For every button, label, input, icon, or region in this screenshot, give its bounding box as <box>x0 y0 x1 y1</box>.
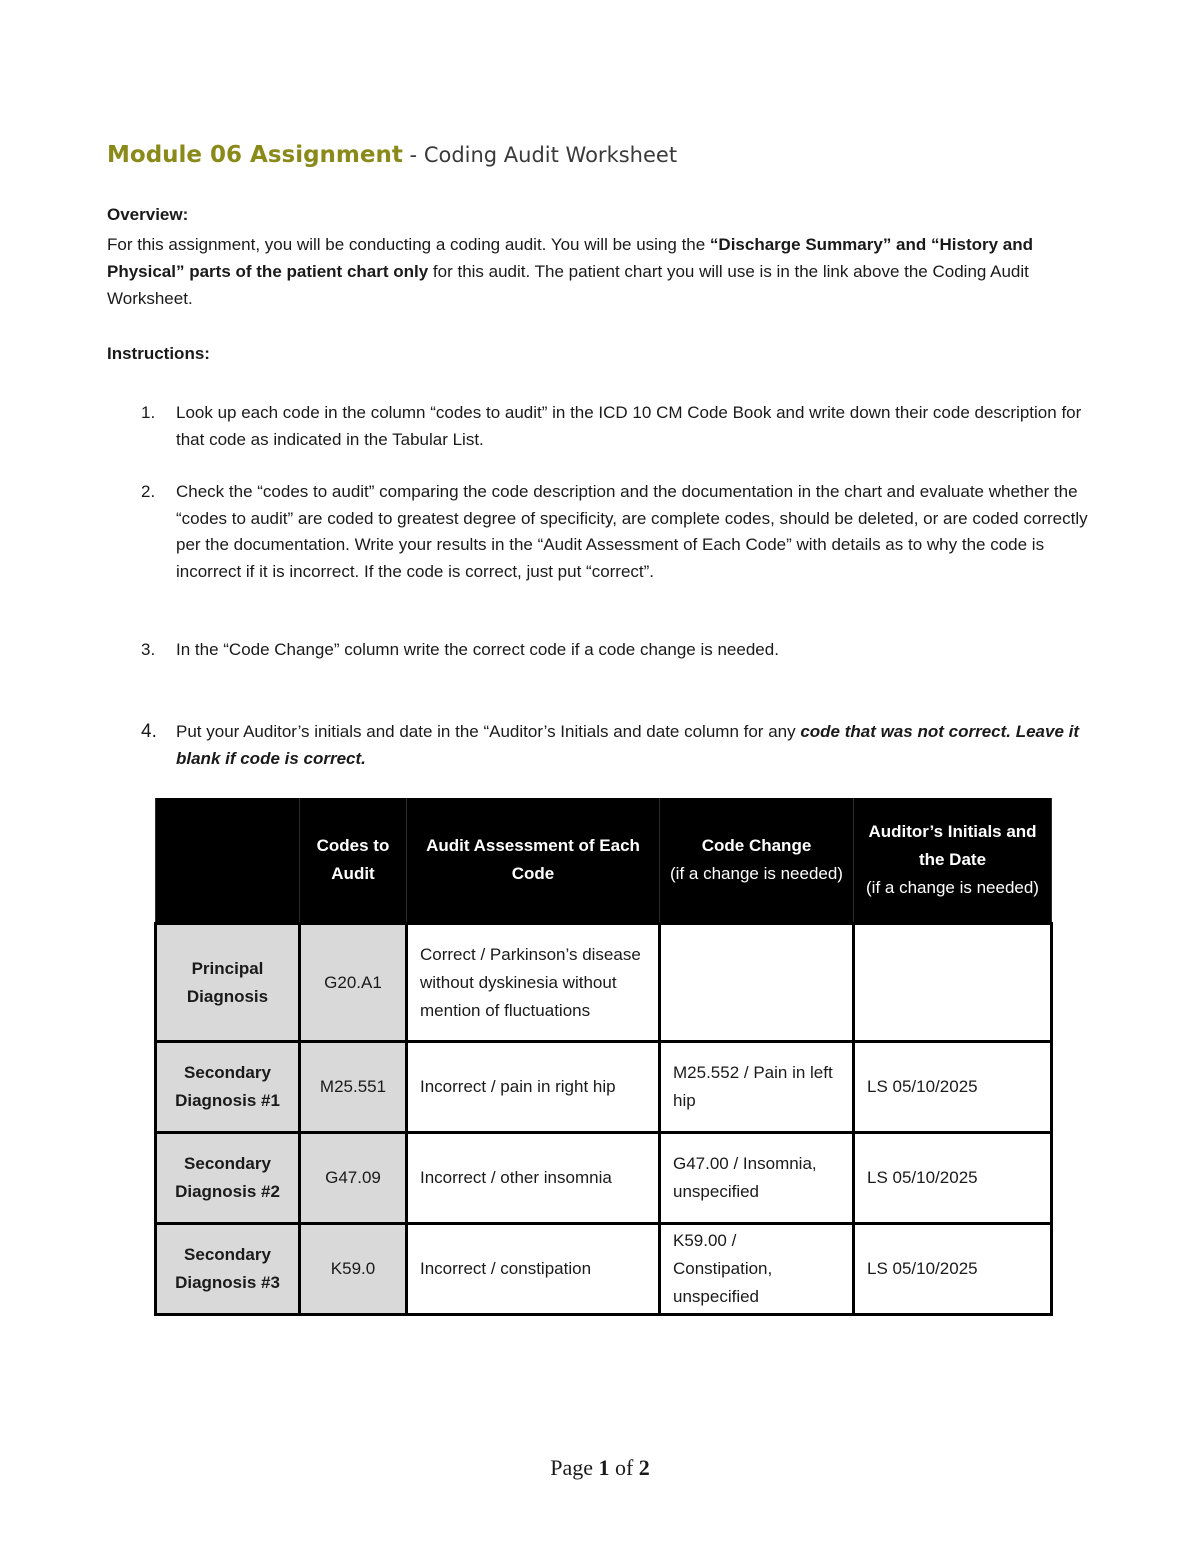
overview-text-2: for this audit. The patient chart you will use is in the link above the Coding Audit Worksheet. <box>107 262 1029 308</box>
row-code: G20.A1 <box>300 924 407 1042</box>
instruction-item <box>141 637 1091 664</box>
header-empty <box>156 798 300 924</box>
overview-bold: “Discharge Summary” and “History and Physical” parts of the patient chart only <box>107 235 1034 281</box>
row-auditor: LS 05/10/2025 <box>854 1224 1052 1315</box>
table-header-row <box>156 798 1052 924</box>
overview-paragraph <box>107 231 1097 312</box>
instruction-number: 4. <box>141 721 157 742</box>
header-codes-to-audit: Codes to Audit <box>300 798 407 924</box>
table-row <box>156 1042 1052 1133</box>
overview-heading: Overview: <box>107 205 189 224</box>
instruction-number: 2. <box>141 482 156 501</box>
footer-page-word: Page <box>550 1455 593 1480</box>
instruction-emphasis: code that was not correct. Leave it blank if code is correct. <box>176 722 1080 768</box>
row-code-change <box>660 924 854 1042</box>
overview-text-1: For this assignment, you will be conducting a coding audit. You will be using the <box>107 235 710 254</box>
instruction-text-plain: Put your Auditor’s initials and date in the “Auditor’s Initials and date column for any <box>176 722 801 741</box>
table-row <box>156 1133 1052 1224</box>
title-main: Module 06 Assignment <box>107 142 403 168</box>
header-code-change-title: Code Change <box>701 836 812 855</box>
row-auditor: LS 05/10/2025 <box>854 1133 1052 1224</box>
header-code-change <box>660 798 854 924</box>
instruction-text: Check the “codes to audit” comparing the code description and the documentation in the chart and evaluate whether the “codes to audit” are coded to greatest degree of specificity, are complete codes, should be deleted, or are coded correctly per the documentation. Write your results in the “Audit Assessment of Each Code” with details as to why the code is incorrect if it is incorrect. If the code is correct, just put “correct”. <box>176 482 1088 581</box>
instruction-number: 3. <box>141 640 156 659</box>
title-separator: - <box>402 143 424 167</box>
row-code: K59.0 <box>300 1224 407 1315</box>
row-assessment: Incorrect / other insomnia <box>407 1133 660 1224</box>
page-footer <box>0 1455 1200 1481</box>
instruction-item <box>141 719 1091 772</box>
page-title <box>107 142 677 168</box>
row-assessment: Incorrect / pain in right hip <box>407 1042 660 1133</box>
footer-of-word: of <box>614 1455 634 1480</box>
title-subtitle: Coding Audit Worksheet <box>423 143 678 167</box>
row-label: Secondary Diagnosis #3 <box>156 1224 300 1315</box>
instructions-heading: Instructions: <box>107 344 210 363</box>
row-auditor: LS 05/10/2025 <box>854 1042 1052 1133</box>
coding-audit-table <box>154 798 1053 1316</box>
row-label: Secondary Diagnosis #2 <box>156 1133 300 1224</box>
instruction-text <box>176 719 1091 772</box>
row-code: G47.09 <box>300 1133 407 1224</box>
row-code-change: M25.552 / Pain in left hip <box>660 1042 854 1133</box>
instruction-text: In the “Code Change” column write the correct code if a code change is needed. <box>176 640 779 659</box>
table-row <box>156 924 1052 1042</box>
row-code-change: G47.00 / Insomnia, unspecified <box>660 1133 854 1224</box>
instruction-text: Look up each code in the column “codes to audit” in the ICD 10 CM Code Book and write down their code description for that code as indicated in the Tabular List. <box>176 403 1082 449</box>
header-auditor-initials <box>854 798 1052 924</box>
instruction-item <box>141 479 1091 585</box>
header-audit-assessment: Audit Assessment of Each Code <box>407 798 660 924</box>
header-code-change-note: (if a change is needed) <box>670 864 843 883</box>
row-code: M25.551 <box>300 1042 407 1133</box>
row-assessment: Correct / Parkinson’s disease without dyskinesia without mention of fluctuations <box>407 924 660 1042</box>
footer-page-number: 1 <box>598 1455 610 1480</box>
footer-page-total: 2 <box>638 1455 650 1480</box>
row-label: Principal Diagnosis <box>156 924 300 1042</box>
instruction-item <box>141 400 1091 453</box>
row-code-change: K59.00 / Constipation, unspecified <box>660 1224 854 1315</box>
instruction-number: 1. <box>141 403 156 422</box>
row-assessment: Incorrect / constipation <box>407 1224 660 1315</box>
row-label: Secondary Diagnosis #1 <box>156 1042 300 1133</box>
header-auditor-title: Auditor’s Initials and the Date <box>868 822 1037 869</box>
row-auditor <box>854 924 1052 1042</box>
table-row <box>156 1224 1052 1315</box>
header-auditor-note: (if a change is needed) <box>866 878 1039 897</box>
